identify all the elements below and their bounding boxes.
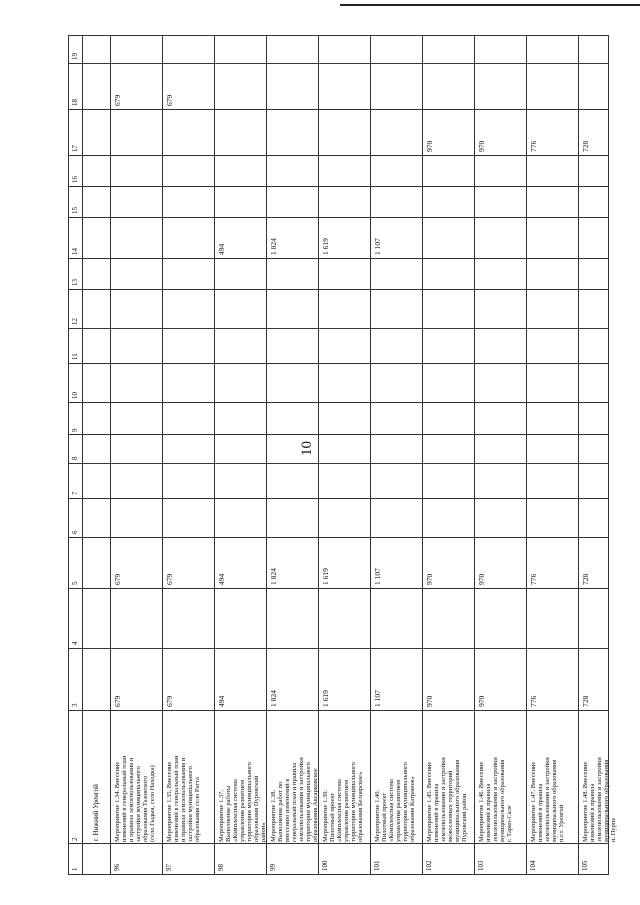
table-row xyxy=(69,710,609,844)
value-cell: 970 xyxy=(425,140,434,152)
table-row xyxy=(69,499,609,538)
value-cell: 494 xyxy=(217,695,226,707)
page-number: 10 xyxy=(299,441,315,456)
table-row xyxy=(69,328,609,363)
row-number: 104 xyxy=(529,860,537,872)
value-cell: 1 824 xyxy=(269,237,278,255)
column-header: 1 xyxy=(70,867,79,872)
column-header: 8 xyxy=(70,456,79,461)
value-cell: 679 xyxy=(113,573,122,586)
column-header: 3 xyxy=(70,703,79,707)
value-cell: 679 xyxy=(165,695,174,707)
measure-description: Мероприятие 1.47. Внесение изменений в правила землепользования и застройки муниципального образования п.г.т. Уренгой xyxy=(530,756,565,842)
measure-description: Мероприятие 1.38. Выполнение работ по внесению изменений в генеральный план и правила землепользования и застройки территории муниципального образования Аксарковское xyxy=(270,756,319,842)
measure-description: Мероприятие 1.34. Внесение изменений в генеральный план и правила землепользования и застройки муниципального образования Тазовского (село Гыдыя, село Находка) xyxy=(114,755,156,842)
table-row xyxy=(69,648,609,710)
top-rule xyxy=(340,4,640,6)
table-row xyxy=(69,186,609,217)
column-header: 5 xyxy=(70,581,79,586)
table-row xyxy=(69,109,609,155)
measure-description: Мероприятие 1.45. Внесение изменений в правила землепользования и застройки межселенных территорий муниципального образования Пуровский район xyxy=(426,756,468,842)
row-number: 96 xyxy=(113,864,121,872)
column-header: 19 xyxy=(70,53,79,60)
column-header: 9 xyxy=(70,428,79,432)
row-number: 105 xyxy=(581,860,589,872)
column-header: 17 xyxy=(70,144,79,152)
value-cell: 776 xyxy=(529,695,538,707)
value-cell: 494 xyxy=(217,573,226,586)
measure-description: Мероприятие 1.35. Внесение изменений в генеральный план и правила землепользования и застройки муниципального образования село Ратта xyxy=(166,755,201,842)
value-cell: 1 824 xyxy=(269,690,278,707)
row-number: 100 xyxy=(321,860,329,872)
row-number: 98 xyxy=(217,864,225,872)
measure-description: Мероприятие 1.37. Выполнение работы «Комплексная система управления развитием территории муниципального образования Пуровский район» xyxy=(218,761,267,842)
column-header: 11 xyxy=(70,352,79,360)
value-cell: 970 xyxy=(425,695,434,707)
measure-description: Мероприятие 1.39. Пилотный проект «Комплексная система управления развитием территории муниципального образования Белоярское» xyxy=(322,761,364,842)
value-cell: 1 824 xyxy=(269,568,278,586)
row-number: 102 xyxy=(425,860,433,872)
table-row xyxy=(69,464,609,499)
column-header: 7 xyxy=(70,491,79,496)
table-row xyxy=(69,844,609,875)
row-number: 103 xyxy=(477,860,485,872)
value-cell: 1 107 xyxy=(373,690,382,707)
budget-table-wrapper xyxy=(68,35,617,875)
value-cell: 728 xyxy=(581,573,590,586)
value-cell: 728 xyxy=(581,695,590,707)
value-cell: 679 xyxy=(165,94,174,106)
value-cell: 494 xyxy=(217,243,226,255)
table-row xyxy=(69,36,609,64)
table-row xyxy=(69,258,609,289)
value-cell: 776 xyxy=(529,140,538,152)
column-header: 10 xyxy=(70,391,79,399)
value-cell: 728 xyxy=(581,140,590,152)
table-row xyxy=(69,217,609,258)
column-header: 15 xyxy=(70,206,79,214)
measure-description: Мероприятие 1.40. Пилотный проект «Комплексная система управления развитием территории муниципального образования Катравож» xyxy=(374,761,416,842)
value-cell: 1 619 xyxy=(321,690,330,707)
column-header: 4 xyxy=(70,641,79,646)
column-header: 6 xyxy=(70,530,79,535)
column-header: 14 xyxy=(70,247,79,255)
table-row xyxy=(69,63,609,109)
column-header: 13 xyxy=(70,278,79,286)
measure-description: Мероприятие 1.46. Внесение изменений в правила землепользования и застройки муниципального образования г. Тарко-Сале xyxy=(478,756,513,842)
value-cell: 1 619 xyxy=(321,568,330,586)
value-cell: 970 xyxy=(425,573,434,586)
table-row xyxy=(69,538,609,589)
value-cell: 776 xyxy=(529,573,538,586)
table-row xyxy=(69,435,609,464)
value-cell: 970 xyxy=(477,695,486,707)
table-row xyxy=(69,589,609,649)
value-cell: 970 xyxy=(477,573,486,586)
column-header: 2 xyxy=(70,837,79,841)
column-header: 18 xyxy=(70,98,79,106)
budget-table xyxy=(68,35,617,875)
value-cell: 679 xyxy=(113,94,122,106)
value-cell: 970 xyxy=(477,140,486,152)
measure-description: Мероприятие 1.48. Внесение изменений в правила землепользования и застройки муниципального образования п. Пурпе xyxy=(582,756,617,842)
value-cell: 679 xyxy=(165,573,174,586)
value-cell: 1 619 xyxy=(321,237,330,255)
value-cell: 1 107 xyxy=(373,568,382,586)
row-number: 99 xyxy=(269,864,277,872)
value-cell: 1 107 xyxy=(373,237,382,255)
continuation-cell: г. Нижний Уренгой xyxy=(91,783,100,841)
column-header: 16 xyxy=(70,176,79,184)
column-header: 12 xyxy=(70,317,79,325)
table-row xyxy=(69,402,609,435)
table-row xyxy=(69,289,609,328)
value-cell: 679 xyxy=(113,695,122,707)
row-number: 101 xyxy=(373,860,381,872)
table-row xyxy=(69,363,609,402)
table-row xyxy=(69,156,609,187)
row-number: 97 xyxy=(165,864,173,872)
